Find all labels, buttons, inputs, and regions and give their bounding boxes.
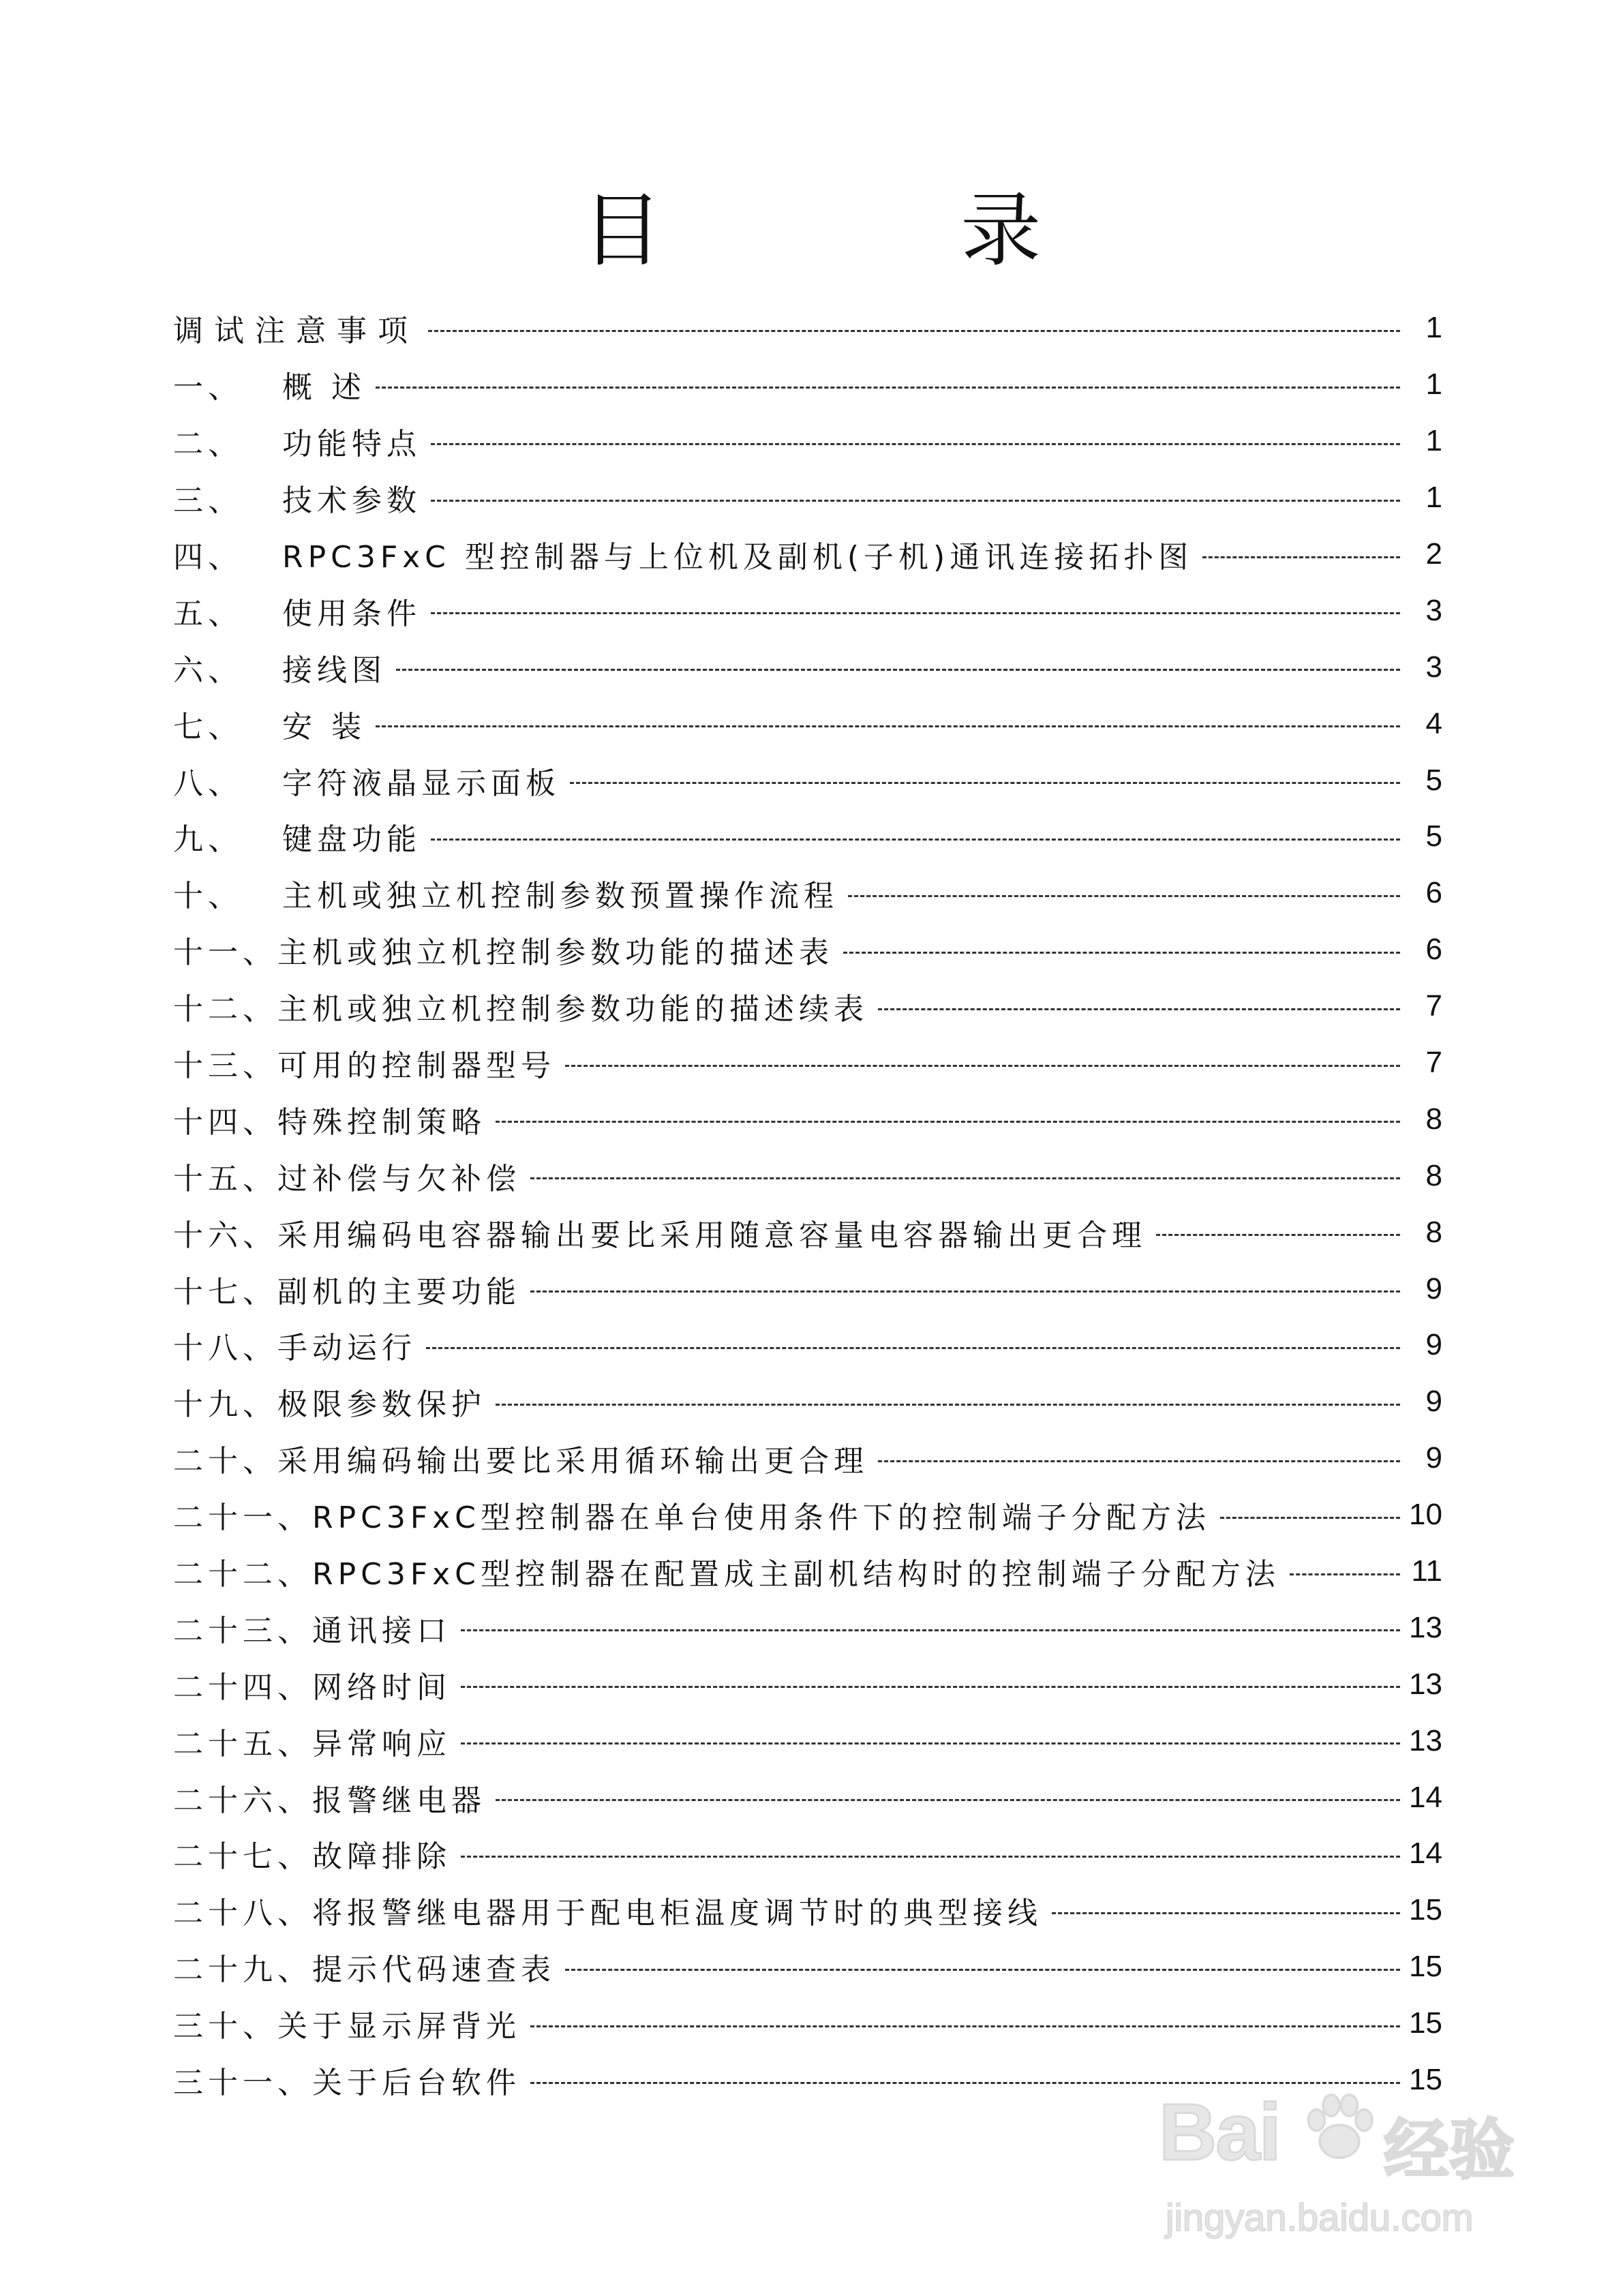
toc-entry [173, 1882, 1442, 1939]
toc-entry-title: 手动运行 [277, 1331, 416, 1366]
toc-page-number: 15 [1409, 1950, 1442, 1984]
toc-entry-number: 十五、 [173, 1161, 277, 1196]
page-title: 目 录 [581, 183, 1178, 277]
toc-entry-number: 六、 [173, 652, 243, 688]
toc-page-number: 3 [1425, 593, 1442, 627]
toc-entry [173, 1260, 1442, 1317]
toc-entry-title: 副机的主要功能 [277, 1274, 521, 1310]
toc-leader-line [376, 387, 1400, 389]
toc-entry-number: 二十五、 [173, 1726, 312, 1762]
toc-entry-title: 过补偿与欠补偿 [277, 1161, 521, 1196]
toc-page-number: 1 [1425, 424, 1442, 458]
toc-page-number: 1 [1425, 311, 1442, 345]
toc-entry-title: 提示代码速查表 [312, 1952, 556, 1988]
toc-entry-title: 网络时间 [312, 1670, 451, 1705]
toc-entry [173, 1317, 1442, 1374]
toc-entry [173, 1712, 1442, 1769]
toc-entry-number: 四、 [173, 540, 243, 575]
toc-leader-line [1290, 1573, 1400, 1575]
toc-entry-title: 可用的控制器型号 [277, 1048, 556, 1084]
toc-entry [173, 357, 1442, 413]
toc-leader-line [530, 2082, 1400, 2084]
toc-entry-title: 调试注意事项 [173, 314, 419, 349]
toc-entry-number: 二十三、 [173, 1613, 312, 1648]
toc-entry-title: 技术参数 [282, 483, 421, 519]
toc-entry-title: 通讯接口 [312, 1613, 451, 1648]
toc-entry-number: 二十七、 [173, 1839, 312, 1875]
toc-entry-number: 五、 [173, 596, 243, 631]
toc-leader-line [428, 330, 1400, 332]
toc-entry [173, 526, 1442, 583]
toc-entry-number: 八、 [173, 766, 243, 801]
toc-entry-number: 二十六、 [173, 1783, 312, 1818]
toc-entry-title: 采用编码输出要比采用循环输出更合理 [277, 1444, 868, 1479]
toc-page-number: 5 [1425, 819, 1442, 854]
paw-icon [1299, 2087, 1380, 2169]
toc-entry [173, 1204, 1442, 1260]
toc-leader-line [426, 1347, 1400, 1349]
toc-entry-title: 功能特点 [282, 427, 421, 462]
toc-page-number: 2 [1425, 537, 1442, 571]
toc-page-number: 7 [1425, 989, 1442, 1023]
watermark-url: jingyan.baidu.com [1166, 2196, 1474, 2239]
toc-entry-title: 采用编码电容器输出要比采用随意容量电容器输出更合理 [277, 1218, 1147, 1253]
toc-leader-line [843, 952, 1400, 954]
toc-page-number: 13 [1409, 1610, 1442, 1644]
toc-leader-line [376, 725, 1400, 727]
toc-entry-title: 极限参数保护 [277, 1387, 486, 1423]
toc-entry-number: 七、 [173, 709, 243, 744]
toc-entry [173, 300, 1442, 357]
toc-entry-number: 二十九、 [173, 1952, 312, 1988]
watermark-jingyan-text: 经验 [1384, 2112, 1515, 2188]
toc-entry-title: 将报警继电器用于配电柜温度调节时的典型接线 [312, 1896, 1042, 1931]
toc-entry-number: 二十二、 [173, 1557, 312, 1592]
toc-entry-number: 十、 [173, 879, 243, 914]
toc-page-number: 10 [1409, 1498, 1442, 1532]
toc-leader-line [396, 669, 1400, 671]
toc-entry-number: 九、 [173, 822, 243, 858]
toc-entry-number: 十二、 [173, 992, 277, 1027]
toc-entry-number: 三、 [173, 483, 243, 519]
toc-entry-number: 十八、 [173, 1331, 277, 1366]
toc-entry-title: 使用条件 [282, 596, 421, 631]
toc-entry-number: 一、 [173, 370, 243, 406]
toc-leader-line [461, 1742, 1400, 1744]
toc-entry-title: 特殊控制策略 [277, 1104, 486, 1140]
toc-entry-title: 主机或独立机控制参数功能的描述续表 [277, 992, 868, 1027]
toc-leader-line [1202, 556, 1400, 558]
toc-page-number: 9 [1425, 1271, 1442, 1305]
toc-page-number: 1 [1425, 481, 1442, 515]
toc-leader-line [565, 1969, 1400, 1971]
toc-page-number: 15 [1409, 1893, 1442, 1927]
toc-entry-number: 十七、 [173, 1274, 277, 1310]
toc-entry-title: 接线图 [282, 652, 386, 688]
toc-entry [173, 1091, 1442, 1147]
toc-entry-number: 十三、 [173, 1048, 277, 1084]
toc-entry [173, 1147, 1442, 1204]
toc-entry [173, 922, 1442, 978]
toc-entry-number: 二十四、 [173, 1670, 312, 1705]
toc-leader-line [431, 500, 1400, 502]
toc-entry-number: 三十一、 [173, 2066, 312, 2101]
toc-entry [173, 470, 1442, 526]
toc-leader-line [878, 1008, 1400, 1010]
toc-leader-line [848, 895, 1400, 897]
toc-entry [173, 752, 1442, 809]
toc-entry [173, 865, 1442, 922]
toc-leader-line [496, 1121, 1400, 1123]
toc-leader-line [496, 1799, 1400, 1801]
toc-page-number: 5 [1425, 763, 1442, 797]
toc-page-number: 6 [1425, 876, 1442, 910]
toc-entry-number: 二十八、 [173, 1896, 312, 1931]
toc-page-number: 1 [1425, 367, 1442, 402]
toc-entry-title: RPC3FxC 型控制器与上位机及副机(子机)通讯连接拓扑图 [282, 540, 1194, 575]
toc-entry-title: 主机或独立机控制参数预置操作流程 [282, 879, 838, 914]
toc-entry [173, 1599, 1442, 1656]
toc-leader-line [431, 839, 1400, 841]
toc-entry [173, 978, 1442, 1035]
table-of-contents [173, 300, 1442, 2109]
toc-leader-line [1052, 1912, 1400, 1914]
toc-entry-title: 关于显示屏背光 [277, 2009, 521, 2044]
toc-entry-number: 二十、 [173, 1444, 277, 1479]
toc-entry [173, 1656, 1442, 1712]
toc-leader-line [565, 1065, 1400, 1067]
toc-page-number: 7 [1425, 1046, 1442, 1080]
toc-page-number: 13 [1409, 1723, 1442, 1757]
toc-leader-line [878, 1460, 1400, 1462]
toc-entry-title: 概 述 [282, 370, 366, 406]
toc-leader-line [530, 2025, 1400, 2027]
toc-entry [173, 1035, 1442, 1091]
toc-page-number: 15 [1409, 2063, 1442, 2097]
toc-entry-title: 故障排除 [312, 1839, 451, 1875]
watermark-logo-text: Bai [1159, 2087, 1280, 2177]
toc-page-number: 8 [1425, 1215, 1442, 1249]
toc-entry-number: 二、 [173, 427, 243, 462]
baidu-jingyan-watermark [1159, 2086, 1541, 2256]
toc-entry [173, 1430, 1442, 1487]
toc-entry-title: 安 装 [282, 709, 366, 744]
toc-page-number: 15 [1409, 2006, 1442, 2040]
toc-entry [173, 639, 1442, 695]
toc-entry [173, 582, 1442, 639]
toc-leader-line [461, 1629, 1400, 1631]
toc-page-number: 13 [1409, 1667, 1442, 1701]
toc-page-number: 9 [1425, 1385, 1442, 1419]
toc-entry [173, 1826, 1442, 1882]
toc-entry-number: 三十、 [173, 2009, 277, 2044]
toc-entry [173, 1939, 1442, 1995]
toc-page-number: 14 [1409, 1837, 1442, 1871]
toc-entry-title: 主机或独立机控制参数功能的描述表 [277, 935, 834, 971]
toc-entry [173, 695, 1442, 752]
toc-entry-number: 十六、 [173, 1218, 277, 1253]
toc-entry-title: 键盘功能 [282, 822, 421, 858]
toc-leader-line [431, 443, 1400, 445]
toc-leader-line [431, 612, 1400, 614]
toc-entry-number: 十四、 [173, 1104, 277, 1140]
toc-entry-title: RPC3FxC型控制器在配置成主副机结构时的控制端子分配方法 [312, 1557, 1280, 1592]
toc-entry-title: RPC3FxC型控制器在单台使用条件下的控制端子分配方法 [312, 1500, 1211, 1536]
toc-entry-title: 报警继电器 [312, 1783, 486, 1818]
toc-page-number: 6 [1425, 933, 1442, 967]
toc-entry-title: 关于后台软件 [312, 2066, 521, 2101]
toc-entry [173, 1487, 1442, 1543]
toc-entry-title: 异常响应 [312, 1726, 451, 1762]
toc-leader-line [496, 1404, 1400, 1406]
toc-page-number: 11 [1411, 1554, 1442, 1588]
toc-entry [173, 809, 1442, 865]
toc-page-number: 14 [1409, 1780, 1442, 1814]
toc-page-number: 3 [1425, 650, 1442, 684]
toc-leader-line [1220, 1517, 1400, 1519]
toc-page-number: 8 [1425, 1102, 1442, 1136]
toc-leader-line [461, 1686, 1400, 1688]
toc-entry [173, 1374, 1442, 1430]
toc-entry [173, 1543, 1442, 1600]
toc-entry-number: 二十一、 [173, 1500, 312, 1536]
toc-leader-line [570, 782, 1400, 784]
toc-entry-title: 字符液晶显示面板 [282, 766, 560, 801]
toc-leader-line [1156, 1234, 1400, 1236]
toc-leader-line [530, 1177, 1400, 1179]
toc-leader-line [461, 1856, 1400, 1858]
toc-entry-number: 十九、 [173, 1387, 277, 1423]
toc-entry [173, 1995, 1442, 2052]
toc-page-number: 9 [1425, 1441, 1442, 1475]
toc-entry-number: 十一、 [173, 935, 277, 971]
toc-page-number: 8 [1425, 1158, 1442, 1192]
toc-entry [173, 413, 1442, 470]
toc-page-number: 4 [1425, 706, 1442, 740]
toc-page-number: 9 [1425, 1328, 1442, 1362]
toc-entry [173, 1769, 1442, 1826]
toc-leader-line [530, 1290, 1400, 1293]
